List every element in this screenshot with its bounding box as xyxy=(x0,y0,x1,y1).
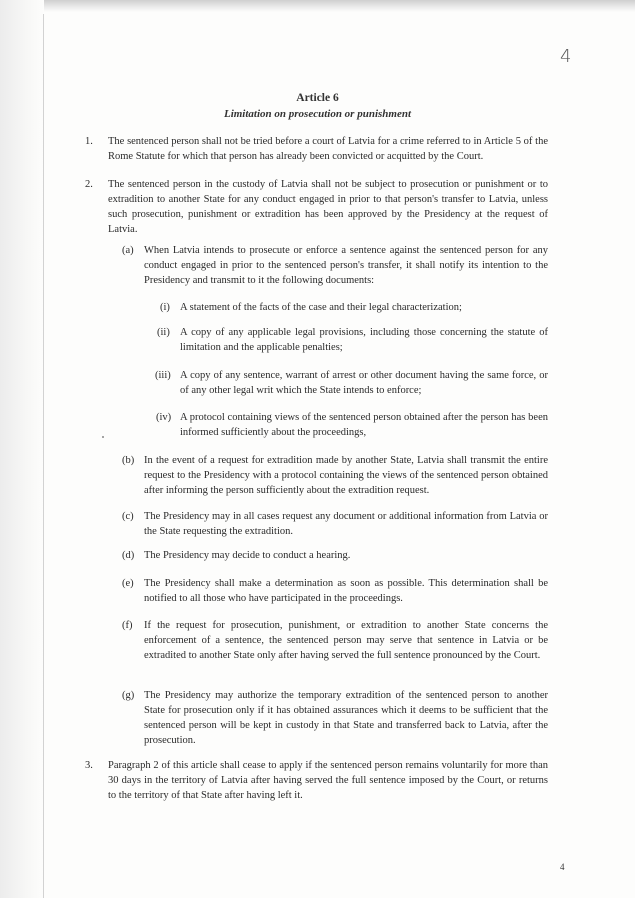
subparagraph-b-label: (b) xyxy=(122,455,135,466)
scan-speck xyxy=(102,436,104,438)
paragraph-1-number: 1. xyxy=(85,136,93,147)
article-title: Article 6 xyxy=(296,92,339,104)
item-i-label: (i) xyxy=(160,302,170,313)
subparagraph-g-label: (g) xyxy=(122,690,135,701)
subparagraph-c-text: The Presidency may in all cases request any document or additional information from Latvia or the State requesting the extradition. xyxy=(144,511,548,537)
scan-shadow-top xyxy=(0,0,635,12)
subparagraph-a-text: When Latvia intends to prosecute or enforce a sentence against the sentenced person for any conduct engaged in prior to the sentenced person's transfer, it shall notify its intention to the Presidency and transmit to it the following documents: xyxy=(144,245,548,286)
paragraph-3-number: 3. xyxy=(85,760,93,771)
item-i-text: A statement of the facts of the case and their legal characterization; xyxy=(180,302,462,313)
handwritten-page-mark: 4 xyxy=(560,46,572,67)
article-subtitle: Limitation on prosecution or punishment xyxy=(223,108,412,120)
item-ii-label: (ii) xyxy=(157,327,170,338)
scan-shadow-left xyxy=(0,0,44,898)
subparagraph-d-text: The Presidency may decide to conduct a hearing. xyxy=(144,550,351,561)
paragraph-2-text: The sentenced person in the custody of Latvia shall not be subject to prosecution or punishment or to extradition to another State for any conduct engaged in prior to that person's transfer to Latvia, unless such prosecution, punishment or extradition has been approved by the Presidency at the request of Latvia. xyxy=(108,179,548,235)
subparagraph-c-label: (c) xyxy=(122,511,134,522)
paragraph-1-text: The sentenced person shall not be tried before a court of Latvia for a crime referred to in Article 5 of the Rome Statute for which that person has already been convicted or acquitted by the Court. xyxy=(108,136,548,162)
item-ii-text: A copy of any applicable legal provisions, including those concerning the statute of limitation and the applicable penalties; xyxy=(180,327,548,353)
subparagraph-d-label: (d) xyxy=(122,550,135,561)
paragraph-3-text: Paragraph 2 of this article shall cease to apply if the sentenced person remains voluntarily for more than 30 days in the territory of Latvia after having served the full sentence imposed by the Court, or returns to the territory of that State after having left it. xyxy=(108,760,548,801)
subparagraph-g-text: The Presidency may authorize the temporary extradition of the sentenced person to another State for prosecution only if it has obtained assurances which it deems to be sufficient that the sentenced person will be kept in custody in that State and transferred back to Latvia, after the prosecution. xyxy=(144,690,548,746)
subparagraph-b-text: In the event of a request for extradition made by another State, Latvia shall transmit the entire request to the Presidency with a protocol containing the views of the sentenced person obtained after informing the person sufficiently about the extradition request. xyxy=(144,455,548,496)
page-number: 4 xyxy=(560,862,565,872)
subparagraph-f-label: (f) xyxy=(122,620,133,631)
item-iii-text: A copy of any sentence, warrant of arrest or other document having the same force, or of any other legal writ which the State intends to enforce; xyxy=(180,370,548,396)
subparagraph-e-text: The Presidency shall make a determination as soon as possible. This determination shall be notified to all those who have participated in the proceedings. xyxy=(144,578,548,604)
scan-edge-line xyxy=(43,14,44,898)
subparagraph-e-label: (e) xyxy=(122,578,134,589)
paragraph-2-number: 2. xyxy=(85,179,93,190)
subparagraph-a-label: (a) xyxy=(122,245,134,256)
item-iv-label: (iv) xyxy=(156,412,172,423)
subparagraph-f-text: If the request for prosecution, punishment, or extradition to another State concerns the enforcement of a sentence, the sentenced person may serve that sentence in Latvia or be extradited to another State only after having served the full sentence pronounced by the Court. xyxy=(144,620,548,661)
item-iii-label: (iii) xyxy=(155,370,171,381)
item-iv-text: A protocol containing views of the sentenced person obtained after the person has been informed sufficiently about the proceedings, xyxy=(180,412,548,438)
